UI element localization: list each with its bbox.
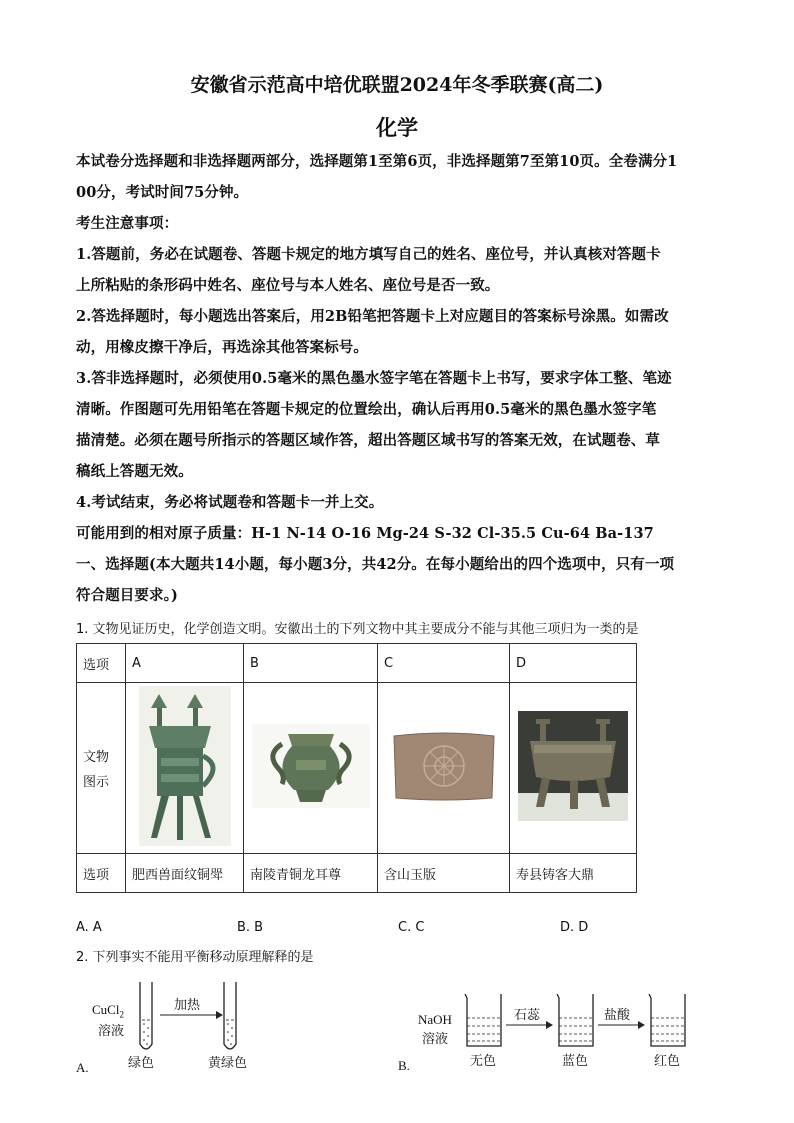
atomic-masses: 可能用到的相对原子质量：H-1 N-14 O-16 Mg-24 S-32 Cl-35.5 Cu-64 Ba-137 xyxy=(76,525,654,542)
q1-option-a: A. A xyxy=(76,920,102,935)
artifact-d-cell xyxy=(510,683,637,854)
figa-color-2: 黄绿色 xyxy=(208,1055,248,1070)
notice-2a: 2.答选择题时，每小题选出答案后，用2B铅笔把答题卡上对应题目的答案标号涂黑。如需改 xyxy=(76,308,669,325)
figb-color-1: 无色 xyxy=(470,1053,497,1068)
bronze-ding-image xyxy=(518,711,628,821)
jade-plate-image xyxy=(388,728,500,804)
col-b: B xyxy=(244,644,378,683)
bronze-jia-image xyxy=(139,686,231,846)
notice-3c: 描清楚。必须在题号所指示的答题区域作答，超出答题区域书写的答案无效，在试题卷、草 xyxy=(76,432,660,449)
bronze-zun-image xyxy=(252,724,370,808)
figb-action-2: 盐酸 xyxy=(604,1007,631,1022)
col-d: D xyxy=(510,644,637,683)
artifact-c-cell xyxy=(378,683,510,854)
exam-subject: 化学 xyxy=(376,115,418,140)
figb-color-2: 蓝色 xyxy=(562,1053,589,1068)
test-tube-icon xyxy=(138,982,154,1054)
figa-action: 加热 xyxy=(174,997,201,1012)
beaker-icon xyxy=(556,994,596,1048)
notice-3a: 3.答非选择题时，必须使用0.5毫米的黑色墨水签字笔在答题卡上书写，要求字体工整、笔迹 xyxy=(76,370,672,387)
artifact-table xyxy=(76,643,637,893)
notice-1b: 上所粘贴的条形码中姓名、座位号与本人姓名、座位号是否一致。 xyxy=(76,277,500,294)
figa-color-1: 绿色 xyxy=(128,1055,155,1070)
artifact-c-name: 含山玉版 xyxy=(378,854,510,893)
artifact-b-cell xyxy=(244,683,378,854)
artifact-b-name: 南陵青铜龙耳尊 xyxy=(244,854,378,893)
artifact-a-name: 肥西兽面纹铜斝 xyxy=(126,854,244,893)
notice-3b: 清晰。作图题可先用铅笔在答题卡规定的位置绘出，确认后再用0.5毫米的黑色墨水签字笔 xyxy=(76,401,657,418)
section1-line-2: 符合题目要求。) xyxy=(76,587,178,604)
artifact-d-name: 寿县铸客大鼎 xyxy=(510,854,637,893)
figb-reagent: NaOH xyxy=(418,1012,452,1027)
notice-1a: 1.答题前，务必在试题卷、答题卡规定的地方填写自己的姓名、座位号，并认真核对答题卡 xyxy=(76,246,661,263)
table-row xyxy=(77,854,637,893)
arrow-right-icon xyxy=(160,1010,224,1020)
exam-title: 安徽省示范高中培优联盟2024年冬季联赛(高二) xyxy=(190,74,604,96)
test-tube-icon xyxy=(222,982,238,1054)
notice-2b: 动，用橡皮擦干净后，再选涂其他答案标号。 xyxy=(76,339,368,356)
q2-figure-b xyxy=(398,986,698,1076)
table-row xyxy=(77,683,637,854)
intro-line-2: 00分，考试时间75分钟。 xyxy=(76,184,249,201)
figa-reagent: CuCl$_2$ xyxy=(92,1002,124,1020)
beaker-icon xyxy=(648,994,688,1048)
section1-line-1: 一、选择题(本大题共14小题，每小题3分，共42分。在每小题给出的四个选项中，只有一项 xyxy=(76,556,675,573)
col-c: C xyxy=(378,644,510,683)
image-row-label: 文物 图示 xyxy=(77,683,126,854)
notice-3d: 稿纸上答题无效。 xyxy=(76,463,193,480)
q1-stem: 1. 文物见证历史，化学创造文明。安徽出土的下列文物中其主要成分不能与其他三项归为一类的是 xyxy=(76,622,639,637)
artifact-a-cell xyxy=(126,683,244,854)
figb-action-1: 石蕊 xyxy=(514,1007,541,1022)
arrow-right-icon xyxy=(598,1020,646,1030)
notice-title: 考生注意事项： xyxy=(76,215,179,232)
col-a: A xyxy=(126,644,244,683)
q2-stem: 2. 下列事实不能用平衡移动原理解释的是 xyxy=(76,950,314,965)
figb-reagent-2: 溶液 xyxy=(422,1031,449,1046)
figb-label: B. xyxy=(398,1058,410,1073)
table-row xyxy=(77,644,637,683)
notice-4: 4.考试结束，务必将试题卷和答题卡一并上交。 xyxy=(76,494,384,511)
q1-option-b: B. B xyxy=(237,920,264,935)
q1-option-c: C. C xyxy=(398,920,425,935)
q1-option-d: D. D xyxy=(560,920,589,935)
name-label: 选项 xyxy=(77,854,126,893)
figa-reagent-2: 溶液 xyxy=(98,1023,125,1038)
figa-label: A. xyxy=(76,1060,89,1075)
figb-color-3: 红色 xyxy=(654,1053,681,1068)
intro-line-1: 本试卷分选择题和非选择题两部分，选择题第1至第6页，非选择题第7至第10页。全卷满分1 xyxy=(76,153,678,170)
arrow-right-icon xyxy=(506,1020,554,1030)
q2-figure-a xyxy=(76,976,276,1076)
beaker-icon xyxy=(464,994,504,1048)
header-label: 选项 xyxy=(77,644,126,683)
